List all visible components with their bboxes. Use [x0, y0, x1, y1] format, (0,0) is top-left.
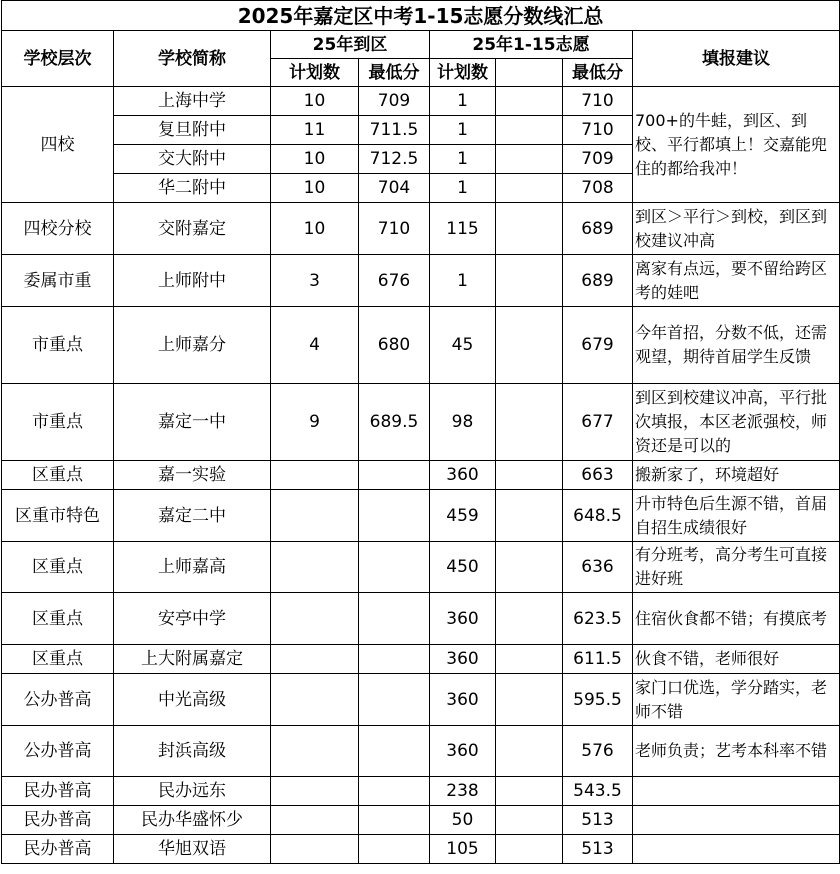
district-min-cell: 712.5	[359, 145, 430, 174]
volunteer-plan-cell: 105	[430, 835, 496, 864]
school-level-cell: 公办普高	[2, 726, 114, 777]
volunteer-min-cell: 636	[563, 542, 633, 593]
volunteer-blank-cell	[496, 461, 563, 490]
district-plan-cell	[271, 490, 359, 542]
school-level-cell: 民办普高	[2, 835, 114, 864]
table-row	[2, 461, 840, 490]
district-plan-cell	[271, 674, 359, 726]
volunteer-min-cell: 709	[563, 145, 633, 174]
district-min-cell	[359, 490, 430, 542]
volunteer-min-cell: 595.5	[563, 674, 633, 726]
volunteer-blank-cell	[496, 777, 563, 806]
table-title: 2025年嘉定区中考1-15志愿分数线汇总	[2, 1, 840, 31]
header-school-level: 学校层次	[2, 31, 114, 87]
volunteer-min-cell: 513	[563, 835, 633, 864]
table-row	[2, 674, 840, 726]
school-name-cell: 上师附中	[114, 255, 271, 307]
volunteer-min-cell: 689	[563, 255, 633, 307]
school-level-cell: 四校	[2, 87, 114, 203]
district-plan-cell: 10	[271, 87, 359, 116]
header-district-group: 25年到区	[271, 31, 430, 59]
district-min-cell	[359, 806, 430, 835]
advice-cell: 今年首招，分数不低，还需观望，期待首届学生反馈	[633, 307, 840, 384]
district-min-cell: 676	[359, 255, 430, 307]
advice-cell: 到区＞平行＞到校，到区到校建议冲高	[633, 203, 840, 255]
school-name-cell: 安亭中学	[114, 593, 271, 645]
school-level-cell: 市重点	[2, 307, 114, 384]
volunteer-blank-cell	[496, 307, 563, 384]
header-advice: 填报建议	[633, 31, 840, 87]
district-plan-cell	[271, 806, 359, 835]
school-level-cell: 区重点	[2, 593, 114, 645]
volunteer-blank-cell	[496, 835, 563, 864]
district-min-cell: 689.5	[359, 384, 430, 461]
volunteer-min-cell: 576	[563, 726, 633, 777]
advice-cell: 老师负责；艺考本科率不错	[633, 726, 840, 777]
volunteer-blank-cell	[496, 87, 563, 116]
school-level-cell: 区重市特色	[2, 490, 114, 542]
volunteer-blank-cell	[496, 645, 563, 674]
table-row	[2, 307, 840, 384]
volunteer-plan-cell: 50	[430, 806, 496, 835]
school-name-cell: 复旦附中	[114, 116, 271, 145]
table-row	[2, 726, 840, 777]
header-district-plan: 计划数	[271, 59, 359, 87]
volunteer-plan-cell: 360	[430, 461, 496, 490]
school-name-cell: 交附嘉定	[114, 203, 271, 255]
district-plan-cell	[271, 726, 359, 777]
header-row	[2, 31, 840, 59]
volunteer-plan-cell: 1	[430, 116, 496, 145]
advice-cell: 家门口优选，学分踏实，老师不错	[633, 674, 840, 726]
district-plan-cell: 9	[271, 384, 359, 461]
advice-cell	[633, 835, 840, 864]
volunteer-blank-cell	[496, 593, 563, 645]
volunteer-plan-cell: 360	[430, 645, 496, 674]
volunteer-plan-cell: 1	[430, 255, 496, 307]
school-name-cell: 嘉定一中	[114, 384, 271, 461]
volunteer-plan-cell: 360	[430, 726, 496, 777]
district-min-cell	[359, 542, 430, 593]
table-row	[2, 255, 840, 307]
advice-cell: 离家有点远，要不留给跨区考的娃吧	[633, 255, 840, 307]
school-name-cell: 中光高级	[114, 674, 271, 726]
advice-cell	[633, 806, 840, 835]
advice-cell: 到区到校建议冲高，平行批次填报，本区老派强校，师资还是可以的	[633, 384, 840, 461]
table-row	[2, 593, 840, 645]
district-plan-cell: 4	[271, 307, 359, 384]
volunteer-min-cell: 708	[563, 174, 633, 203]
volunteer-plan-cell: 1	[430, 87, 496, 116]
district-plan-cell	[271, 777, 359, 806]
volunteer-plan-cell: 115	[430, 203, 496, 255]
volunteer-min-cell: 710	[563, 87, 633, 116]
table-row	[2, 203, 840, 255]
table-row	[2, 384, 840, 461]
school-name-cell: 嘉一实验	[114, 461, 271, 490]
volunteer-blank-cell	[496, 490, 563, 542]
volunteer-plan-cell: 360	[430, 674, 496, 726]
header-volunteer-min: 最低分	[563, 59, 633, 87]
volunteer-plan-cell: 45	[430, 307, 496, 384]
district-min-cell	[359, 674, 430, 726]
table-row	[2, 777, 840, 806]
volunteer-blank-cell	[496, 384, 563, 461]
volunteer-blank-cell	[496, 174, 563, 203]
school-level-cell: 委属市重	[2, 255, 114, 307]
header-volunteer-plan: 计划数	[430, 59, 496, 87]
district-plan-cell: 11	[271, 116, 359, 145]
district-plan-cell	[271, 461, 359, 490]
header-district-min: 最低分	[359, 59, 430, 87]
district-plan-cell	[271, 593, 359, 645]
table-body	[2, 1, 840, 864]
volunteer-blank-cell	[496, 203, 563, 255]
advice-cell: 伙食不错，老师很好	[633, 645, 840, 674]
volunteer-blank-cell	[496, 116, 563, 145]
school-name-cell: 民办华盛怀少	[114, 806, 271, 835]
header-volunteer-group: 25年1-15志愿	[430, 31, 633, 59]
district-min-cell: 680	[359, 307, 430, 384]
district-min-cell: 710	[359, 203, 430, 255]
table-row	[2, 87, 840, 116]
volunteer-min-cell: 543.5	[563, 777, 633, 806]
district-min-cell: 711.5	[359, 116, 430, 145]
header-volunteer-blank	[496, 59, 563, 87]
school-level-cell: 区重点	[2, 461, 114, 490]
table-row	[2, 835, 840, 864]
district-min-cell	[359, 645, 430, 674]
volunteer-plan-cell: 450	[430, 542, 496, 593]
volunteer-min-cell: 710	[563, 116, 633, 145]
school-level-cell: 公办普高	[2, 674, 114, 726]
volunteer-plan-cell: 360	[430, 593, 496, 645]
school-name-cell: 上师嘉高	[114, 542, 271, 593]
school-name-cell: 华二附中	[114, 174, 271, 203]
volunteer-plan-cell: 238	[430, 777, 496, 806]
district-plan-cell	[271, 645, 359, 674]
volunteer-min-cell: 513	[563, 806, 633, 835]
district-plan-cell: 10	[271, 203, 359, 255]
school-name-cell: 上师嘉分	[114, 307, 271, 384]
table-row	[2, 542, 840, 593]
district-min-cell	[359, 593, 430, 645]
district-plan-cell: 10	[271, 145, 359, 174]
table-row	[2, 490, 840, 542]
school-name-cell: 华旭双语	[114, 835, 271, 864]
district-plan-cell	[271, 835, 359, 864]
advice-cell: 有分班考，高分考生可直接进好班	[633, 542, 840, 593]
header-school-name: 学校简称	[114, 31, 271, 87]
table-row	[2, 806, 840, 835]
volunteer-min-cell: 677	[563, 384, 633, 461]
district-plan-cell: 10	[271, 174, 359, 203]
volunteer-blank-cell	[496, 806, 563, 835]
school-level-cell: 民办普高	[2, 777, 114, 806]
school-level-cell: 区重点	[2, 542, 114, 593]
volunteer-plan-cell: 1	[430, 174, 496, 203]
volunteer-blank-cell	[496, 726, 563, 777]
volunteer-min-cell: 623.5	[563, 593, 633, 645]
score-summary-table	[1, 0, 840, 864]
school-level-cell: 民办普高	[2, 806, 114, 835]
district-min-cell	[359, 461, 430, 490]
district-plan-cell	[271, 542, 359, 593]
volunteer-blank-cell	[496, 255, 563, 307]
school-name-cell: 交大附中	[114, 145, 271, 174]
advice-cell: 升市特色后生源不错，首届自招生成绩很好	[633, 490, 840, 542]
advice-cell: 搬新家了，环境超好	[633, 461, 840, 490]
volunteer-plan-cell: 1	[430, 145, 496, 174]
advice-cell: 住宿伙食都不错；有摸底考	[633, 593, 840, 645]
district-min-cell	[359, 777, 430, 806]
district-min-cell: 709	[359, 87, 430, 116]
volunteer-blank-cell	[496, 674, 563, 726]
table-row	[2, 645, 840, 674]
district-min-cell	[359, 726, 430, 777]
school-name-cell: 上大附属嘉定	[114, 645, 271, 674]
advice-cell	[633, 777, 840, 806]
volunteer-min-cell: 679	[563, 307, 633, 384]
volunteer-plan-cell: 98	[430, 384, 496, 461]
school-level-cell: 市重点	[2, 384, 114, 461]
school-name-cell: 上海中学	[114, 87, 271, 116]
advice-cell: 700+的牛蛙，到区、到校、平行都填上！交嘉能兜住的都给我冲！	[633, 87, 840, 203]
volunteer-blank-cell	[496, 145, 563, 174]
volunteer-blank-cell	[496, 542, 563, 593]
school-level-cell: 区重点	[2, 645, 114, 674]
volunteer-min-cell: 663	[563, 461, 633, 490]
volunteer-min-cell: 611.5	[563, 645, 633, 674]
school-level-cell: 四校分校	[2, 203, 114, 255]
school-name-cell: 嘉定二中	[114, 490, 271, 542]
volunteer-min-cell: 689	[563, 203, 633, 255]
title-row	[2, 1, 840, 31]
school-name-cell: 民办远东	[114, 777, 271, 806]
district-min-cell	[359, 835, 430, 864]
volunteer-plan-cell: 459	[430, 490, 496, 542]
district-plan-cell: 3	[271, 255, 359, 307]
school-name-cell: 封浜高级	[114, 726, 271, 777]
district-min-cell: 704	[359, 174, 430, 203]
volunteer-min-cell: 648.5	[563, 490, 633, 542]
